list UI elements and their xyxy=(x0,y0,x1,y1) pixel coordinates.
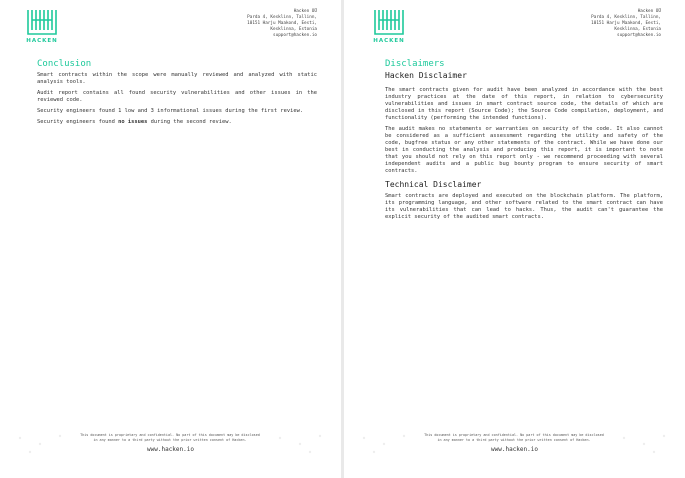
hacken-logo xyxy=(373,8,405,44)
disclaimers-body xyxy=(385,72,663,225)
hacken-logo xyxy=(26,8,58,44)
address-email: support@hacken.io xyxy=(273,33,317,38)
address-line: Kesklinna, Estonia xyxy=(614,27,661,32)
text-run: Security engineers found xyxy=(37,119,119,125)
document-page-left xyxy=(0,0,341,478)
subheading-hacken-disclaimer: Hacken Disclaimer xyxy=(385,71,467,80)
footer-url[interactable]: www.hacken.io xyxy=(491,446,538,453)
footer-line: in any manner to a third party without the prior written consent of Hacken. xyxy=(93,438,247,442)
paragraph: The audit makes no statements or warranties on security of the code. It also cannot be considered as a sufficient assessment regarding the utility and safety of the code, bugfree status or any other statements of the contract. While we have done our best in conducting the analysis and producing this report, it is important to note that you should not rely on this report only - we recommend proceeding with several independent audits and a public bug bounty program to ensure security of smart contracts. xyxy=(385,126,663,174)
address-line: 10151 Harju Maakond, Eesti, xyxy=(591,21,661,26)
paragraph: Smart contracts within the scope were manually reviewed and analyzed with static analysis tools. xyxy=(37,72,317,85)
footer-url[interactable]: www.hacken.io xyxy=(147,446,194,453)
hacken-logo-icon xyxy=(26,8,58,38)
address-line: Hacken OÜ xyxy=(637,9,661,14)
footer-line: This document is proprietary and confidential. No part of this document may be disclosed xyxy=(80,433,260,437)
section-heading-disclaimers: Disclaimers xyxy=(385,59,445,69)
paragraph: Smart contracts are deployed and executed on the blockchain platform. The platform, its programming language, and other software related to the smart contract can have its vulnerabilities that can lead to hacks. Thus, the audit can't guarantee the explicit security of the audited smart contracts. xyxy=(385,193,663,220)
conclusion-body xyxy=(37,72,317,130)
footer-disclaimer xyxy=(404,433,624,443)
address-line: 10151 Harju Maakond, Eesti, xyxy=(247,21,317,26)
section-heading-conclusion: Conclusion xyxy=(37,59,92,69)
company-address xyxy=(541,9,661,39)
footer-line: in any manner to a third party without the prior written consent of Hacken. xyxy=(437,438,591,442)
address-line: Hacken OÜ xyxy=(293,9,317,14)
address-line: Parda 4, Kesklinn, Tallinn, xyxy=(591,15,661,20)
paragraph: The smart contracts given for audit have been analyzed in accordance with the best industry practices at the date of this report, in relation to cybersecurity vulnerabilities and issues in smart contract source code, the details of which are disclosed in this report (Source Code); the Source Code compilation, deployment, and functionality (performing the intended functions). xyxy=(385,87,663,121)
address-line: Kesklinna, Estonia xyxy=(270,27,317,32)
footer-line: This document is proprietary and confidential. No part of this document may be disclosed xyxy=(424,433,604,437)
company-address xyxy=(197,9,317,39)
emphasis: no issues xyxy=(118,119,148,125)
paragraph xyxy=(37,119,317,126)
text-run: during the second review. xyxy=(147,119,232,125)
address-email: support@hacken.io xyxy=(617,33,661,38)
logo-wordmark: HACKEN xyxy=(26,38,58,44)
address-line: Parda 4, Kesklinn, Tallinn, xyxy=(247,15,317,20)
paragraph: Audit report contains all found security vulnerabilities and other issues in the reviewed code. xyxy=(37,90,317,103)
subheading-technical-disclaimer: Technical Disclaimer xyxy=(385,180,482,189)
footer-disclaimer xyxy=(60,433,280,443)
hacken-logo-icon xyxy=(373,8,405,38)
paragraph: Security engineers found 1 low and 3 informational issues during the first review. xyxy=(37,108,304,114)
document-page-right xyxy=(344,0,685,478)
logo-wordmark: HACKEN xyxy=(373,38,405,44)
